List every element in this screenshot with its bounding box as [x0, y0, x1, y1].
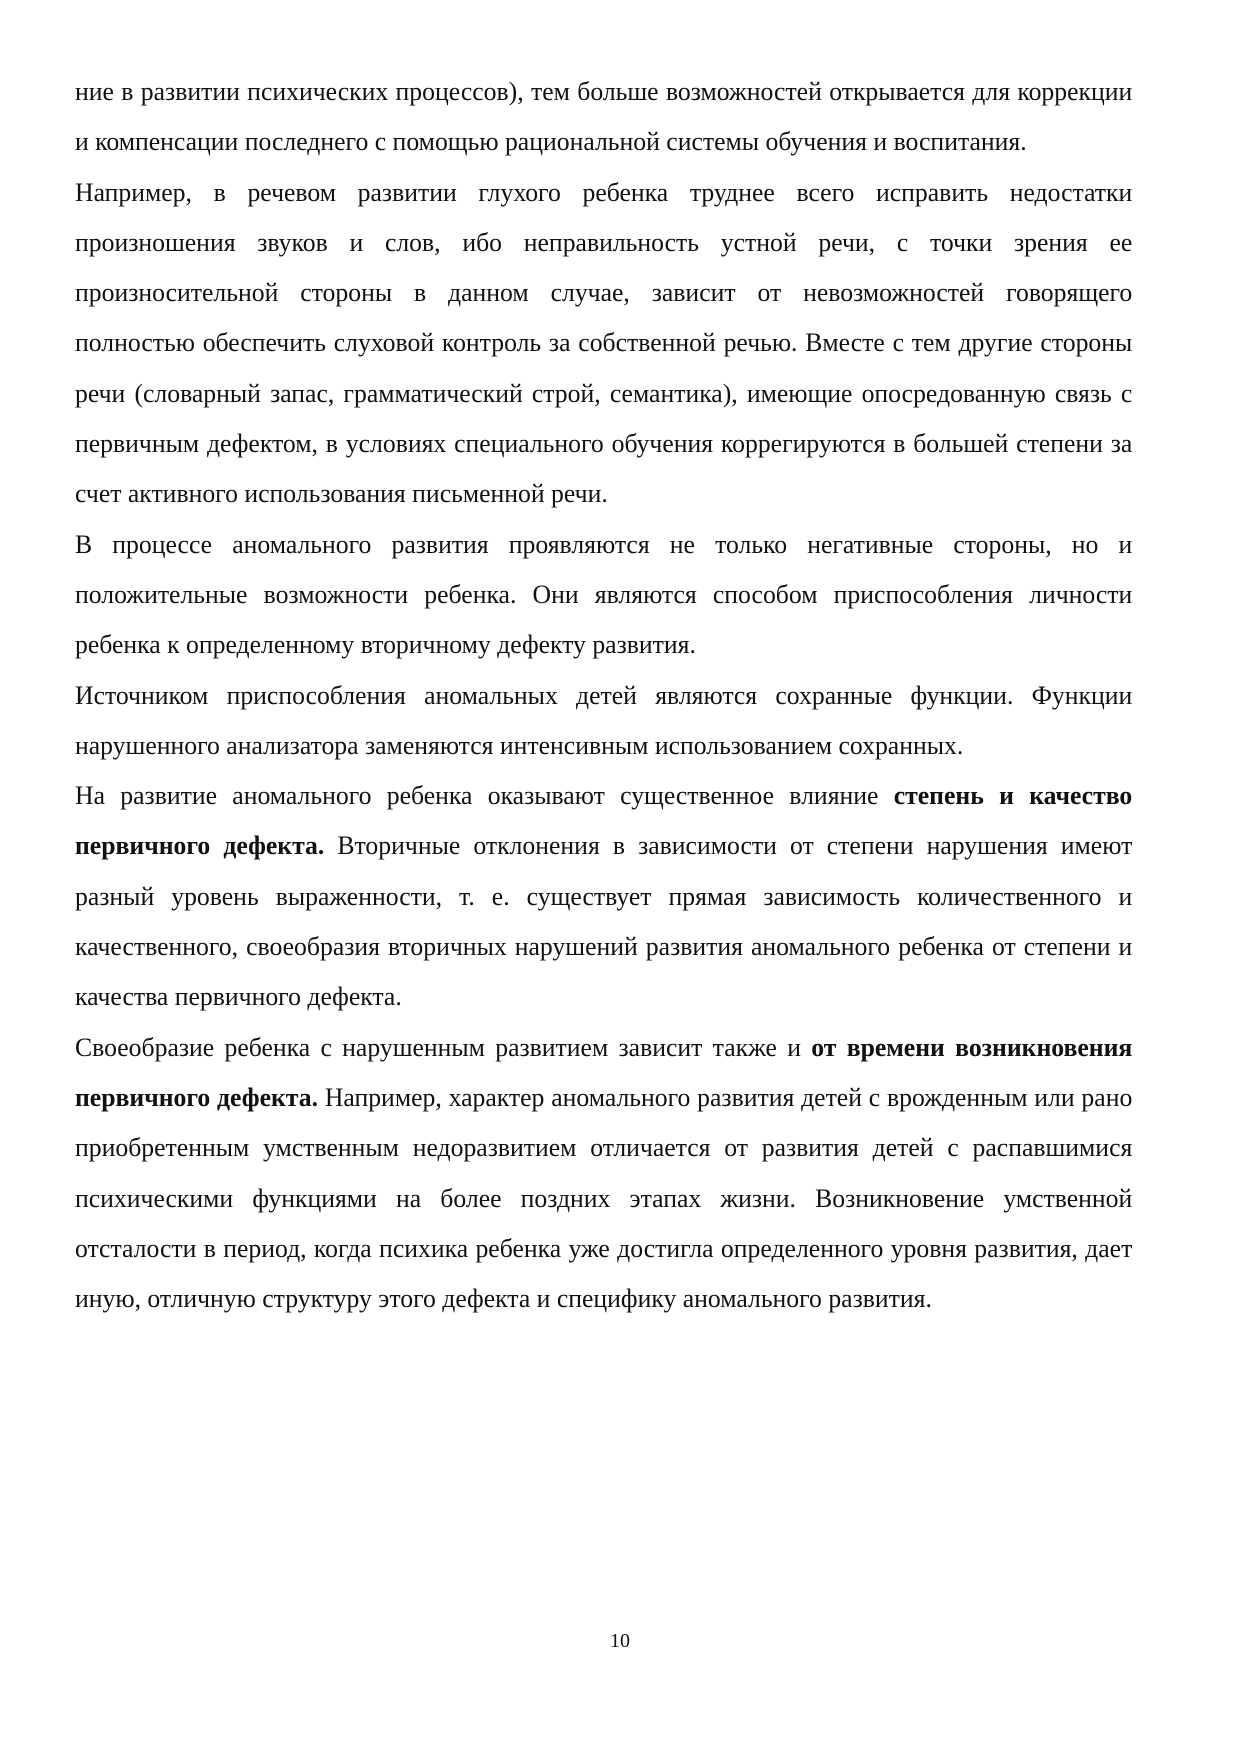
bold-emphasis: степень и качество первичного дефекта.	[75, 780, 1133, 861]
paragraph-6	[75, 1022, 1132, 1324]
paragraph-text: Например, в речевом развитии глухого ребенка труднее всего исправить недостатки произношения звуков и слов, ибо неправильность устной речи, с точки зрения ее произносительной стороны в данном случае, зависит от невозможностей говорящего полностью обеспечить слуховой контроль за собственной речью. Вместе с тем другие стороны речи (словарный запас, грамматический строй, семантика), имеющие опосредованную связь с первичным дефектом, в условиях специального обучения коррегируются в большей степени за счет активного использования письменной речи.	[75, 176, 1133, 509]
paragraph-text: Своеобразие ребенка с нарушенным развитием зависит также и	[75, 1031, 812, 1062]
paragraph-text: Источником приспособления аномальных детей являются сохранные функции. Функции нарушенного анализатора заменяются интенсивным использованием сохранных.	[75, 679, 1133, 760]
document-body	[75, 66, 1132, 1323]
paragraph-5	[75, 770, 1132, 1021]
paragraph-1	[75, 66, 1132, 167]
paragraph-2	[75, 167, 1132, 519]
paragraph-4	[75, 670, 1132, 771]
paragraph-3	[75, 519, 1132, 670]
paragraph-text: В процессе аномального развития проявляются не только негативные стороны, но и положительные возможности ребенка. Они являются способом приспособления личности ребенка к определенному вторичному дефекту развития.	[75, 528, 1133, 660]
page-number: 10	[610, 1630, 630, 1652]
paragraph-text: На развитие аномального ребенка оказывают существенное влияние	[75, 780, 894, 811]
paragraph-text: Например, характер аномального развития детей с врожденным или рано приобретенным умственным недоразвитием отличается от развития детей с распавшимися психическими функциями на более поздних этапах жизни. Возникновение умственной отсталости в период, когда психика ребенка уже достигла определенного уровня развития, дает иную, отличную структуру этого дефекта и специфику аномального развития.	[75, 1081, 1133, 1314]
paragraph-text: ние в развитии психических процессов), тем больше возможностей открывается для коррекции и компенсации последнего с помощью рациональной системы обучения и воспитания.	[75, 76, 1133, 157]
paragraph-text: Вторичные отклонения в зависимости от степени нарушения имеют разный уровень выраженности, т. е. существует прямая зависимость количественного и качественного, своеобразия вторичных нарушений развития аномального ребенка от степени и качества первичного дефекта.	[75, 830, 1133, 1012]
bold-emphasis: от времени возникновения первичного дефекта.	[75, 1031, 1133, 1112]
